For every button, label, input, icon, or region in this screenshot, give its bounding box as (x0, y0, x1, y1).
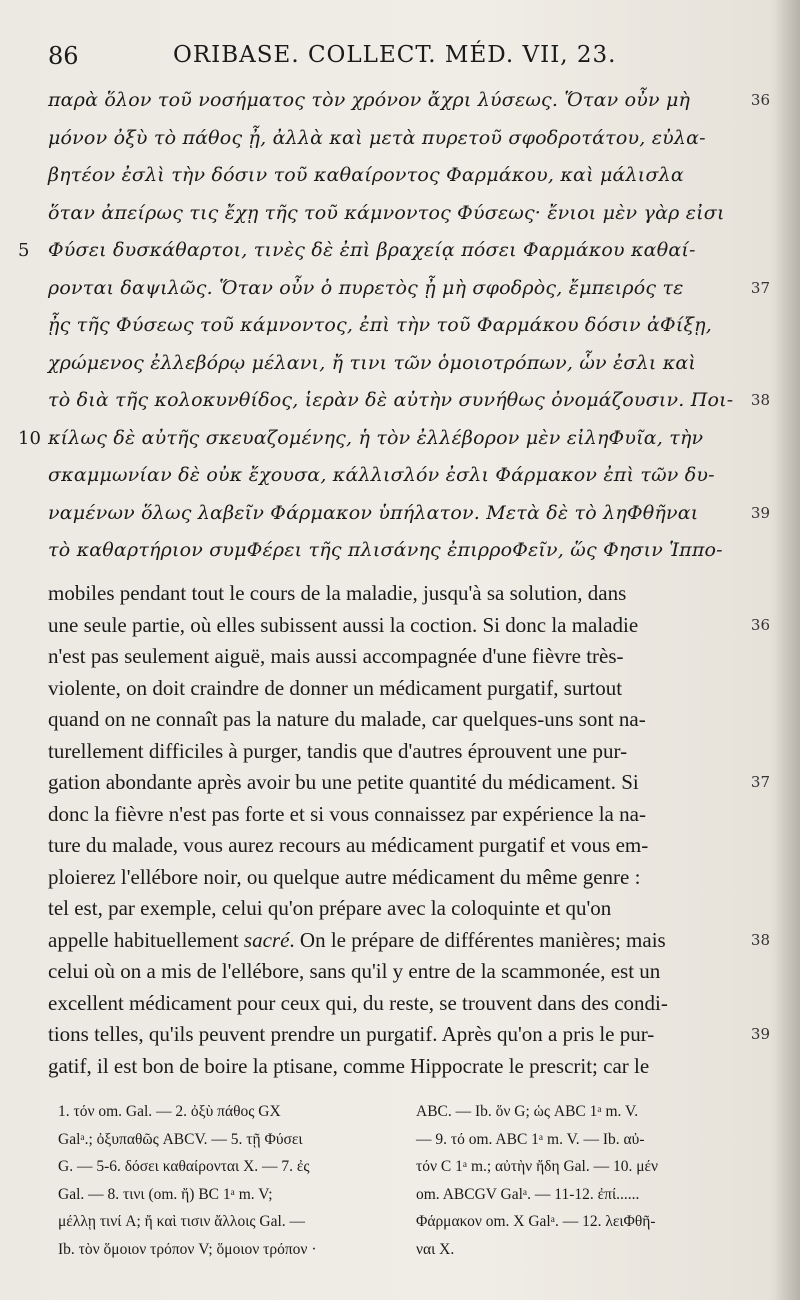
greek-line (48, 82, 770, 120)
french-line-text (48, 896, 611, 920)
binding-shadow (774, 0, 800, 1300)
footnote-line: ABC. — Ib. ὅν G; ὡς ABC 1ᵃ m. V. (416, 1103, 639, 1120)
greek-line (48, 195, 770, 233)
text-run: ture du malade, vous aurez recours au médicament purgatif et vous em- (48, 833, 649, 857)
french-line (48, 578, 770, 610)
french-line-text (48, 676, 622, 700)
greek-line-text: τὸ καθαρτήριον συμΦέρει τῆς πλισάνης ἐπιρροΦεῖν, ὥς Φησιν Ἱππο- (48, 539, 723, 561)
italic-term: sacré (243, 927, 290, 952)
greek-line (48, 532, 770, 570)
greek-line-text: τὸ διὰ τῆς κολοκυνθίδος, ἱερὰν δὲ αὐτὴν συνήθως ὀνομάζουσιν. Ποι- (48, 389, 734, 411)
french-line-text (48, 802, 646, 826)
french-line (48, 1019, 770, 1051)
section-number: 36 (750, 615, 770, 634)
text-run: celui où on a mis de l'ellébore, sans qu'il y entre de la scammonée, est un (48, 959, 661, 983)
french-line (48, 641, 770, 673)
greek-text-block (18, 82, 770, 570)
text-run: une seule partie, où elles subissent aussi la coction. Si donc la maladie (48, 612, 639, 637)
section-number: 38 (750, 391, 770, 409)
text-run: . On le prépare de différentes manières; mais (289, 927, 666, 952)
greek-line (48, 270, 770, 308)
french-line-text (48, 865, 640, 889)
french-line-text (48, 991, 668, 1015)
footnote-line: — 9. τό om. ABC 1ᵃ m. V. — Ib. αὐ- (416, 1130, 645, 1148)
french-line (48, 862, 770, 894)
french-line (48, 830, 770, 862)
french-line (48, 799, 770, 831)
greek-line-text: παρὰ ὅλον τοῦ νοσήματος τὸν χρόνον ἄχρι λύσεως. Ὅταν οὖν μὴ (48, 89, 691, 111)
text-run: gatif, il est bon de boire la ptisane, comme Hippocrate le prescrit; car le (48, 1053, 650, 1078)
text-run: tel est, par exemple, celui qu'on prépare avec la coloquinte et qu'on (48, 896, 612, 920)
french-line (48, 704, 770, 736)
line-number: 5 (18, 240, 30, 261)
greek-line (48, 120, 770, 158)
text-run: appelle habituellement (48, 927, 244, 952)
section-number: 37 (750, 773, 770, 791)
french-line (48, 673, 770, 705)
text-run: mobiles pendant tout le cours de la maladie, jusqu'à sa solution, dans (48, 581, 627, 605)
section-number: 39 (750, 1025, 770, 1043)
greek-line-text: ὅταν ἀπείρως τις ἔχῃ τῆς τοῦ κάμνοντος Φύσεως· ἔνιοι μὲν γὰρ εἰσι (48, 201, 725, 224)
running-title: ORIBASE. COLLECT. MÉD. VII, 23. (173, 42, 617, 68)
french-line-text (48, 644, 624, 668)
greek-line-text: ᾖς τῆς Φύσεως τοῦ κάμνοντος, ἐπὶ τὴν τοῦ Φαρμάκου δόσιν ἀΦίξῃ, (48, 314, 712, 336)
french-line (48, 988, 770, 1020)
french-line-text (48, 833, 648, 857)
french-line-text (48, 707, 646, 731)
french-line (48, 956, 770, 988)
greek-line-text: κίλως δὲ αὐτῆς σκευαζομένης, ἡ τὸν ἐλλέβορον μὲν εἰληΦυῖα, τὴν (48, 426, 704, 449)
section-number: 37 (750, 278, 770, 297)
footnotes-right-column (416, 1098, 756, 1263)
footnote-line: G. — 5-6. δόσει καθαίρονται X. — 7. ἐς (58, 1158, 310, 1175)
footnotes-left-column (58, 1098, 398, 1263)
footnote-line: Φάρμακον om. X Galᵃ. — 12. λειΦθῆ- (416, 1213, 656, 1230)
greek-line (48, 345, 770, 383)
greek-line-text: ναμένων ὅλως λαβεῖν Φάρμακον ὑπήλατον. Μετὰ δὲ τὸ ληΦθῆναι (48, 501, 699, 524)
greek-line (48, 495, 770, 533)
line-number: 10 (18, 427, 41, 449)
french-line (48, 767, 770, 799)
text-run: gation abondante après avoir bu une petite quantité du médicament. Si (48, 770, 639, 794)
page-header (48, 42, 748, 76)
footnote-line: ναι X. (416, 1240, 455, 1258)
greek-line-text: βητέον ἐσλὶ τὴν δόσιν τοῦ καθαίροντος Φαρμάκου, καὶ μάλισλα (48, 164, 684, 186)
french-line-text (48, 1054, 649, 1078)
greek-line-text: χρώμενος ἐλλεβόρῳ μέλανι, ἤ τινι τῶν ὁμοιοτρόπων, ὧν ἐσλι καὶ (48, 351, 697, 374)
text-run: tions telles, qu'ils peuvent prendre un purgatif. Après qu'on a pris le pur- (48, 1022, 655, 1046)
footnote-line: 1. τόν om. Gal. — 2. ὀξὺ πάθος GX (58, 1103, 281, 1120)
footnote-line: Gal. — 8. τινι (om. ἤ) BC 1ᵃ m. V; (58, 1185, 273, 1203)
text-run: violente, on doit craindre de donner un médicament purgatif, surtout (48, 675, 623, 700)
text-run: quand on ne connaît pas la nature du malade, car quelques-uns sont na- (48, 707, 646, 731)
page-number: 86 (48, 42, 79, 70)
text-run: excellent médicament pour ceux qui, du reste, se trouvent dans des condi- (48, 990, 668, 1015)
french-line (48, 893, 770, 925)
footnote-line: Galᵃ.; ὀξυπαθῶς ABCV. — 5. τῇ Φύσει (58, 1130, 303, 1148)
greek-line (48, 157, 770, 195)
section-number: 38 (750, 930, 770, 949)
text-run: turellement difficiles à purger, tandis que d'autres éprouvent une pur- (48, 738, 628, 763)
greek-line (18, 420, 770, 458)
text-run: n'est pas seulement aiguë, mais aussi accompagnée d'une fièvre très- (48, 644, 624, 668)
footnote-line: om. ABCGV Galᵃ. — 11-12. ἐπί...... (416, 1185, 640, 1203)
greek-line (18, 232, 770, 270)
greek-line (48, 307, 770, 345)
french-line-text (48, 739, 627, 763)
section-number: 39 (750, 503, 770, 522)
greek-line-text: μόνον ὀξὺ τὸ πάθος ᾖ, ἀλλὰ καὶ μετὰ πυρετοῦ σφοδροτάτου, εὐλα- (48, 126, 706, 149)
text-run: ploierez l'ellébore noir, ou quelque autre médicament du même genre : (48, 864, 641, 889)
text-run: donc la fièvre n'est pas forte et si vous connaissez par expérience la na- (48, 801, 646, 826)
greek-line-text: ρονται δαψιλῶς. Ὅταν οὖν ὁ πυρετὸς ᾖ μὴ σφοδρὸς, ἔμπειρός τε (48, 276, 684, 299)
french-line-text (48, 928, 666, 952)
footnote-line: τόν C 1ᵃ m.; αὐτὴν ἤδη Gal. — 10. μέν (416, 1158, 659, 1175)
greek-line (48, 457, 770, 495)
greek-line-text: Φύσει δυσκάθαρτοι, τινὲς δὲ ἐπὶ βραχείᾳ πόσει Φαρμάκου καθαί- (48, 239, 696, 261)
greek-line (48, 382, 770, 420)
french-line (48, 925, 770, 957)
french-line-text (48, 613, 638, 637)
french-line (48, 1051, 770, 1083)
french-translation-block (48, 578, 770, 1082)
french-line-text (48, 770, 639, 794)
footnote-line: Ib. τὸν ὅμοιον τρόπον V; ὅμοιον τρόπον · (58, 1240, 317, 1258)
greek-line-text: σκαμμωνίαν δὲ οὐκ ἔχουσα, κάλλισλόν ἐσλι Φάρμακον ἐπὶ τῶν δυ- (48, 464, 715, 486)
french-line (48, 736, 770, 768)
footnote-line: μέλλῃ τινί A; ἤ καὶ τισιν ἄλλοις Gal. — (58, 1213, 306, 1230)
french-line (48, 610, 770, 642)
french-line-text (48, 581, 626, 605)
section-number: 36 (750, 91, 770, 109)
french-line-text (48, 1022, 654, 1046)
french-line-text (48, 959, 660, 983)
